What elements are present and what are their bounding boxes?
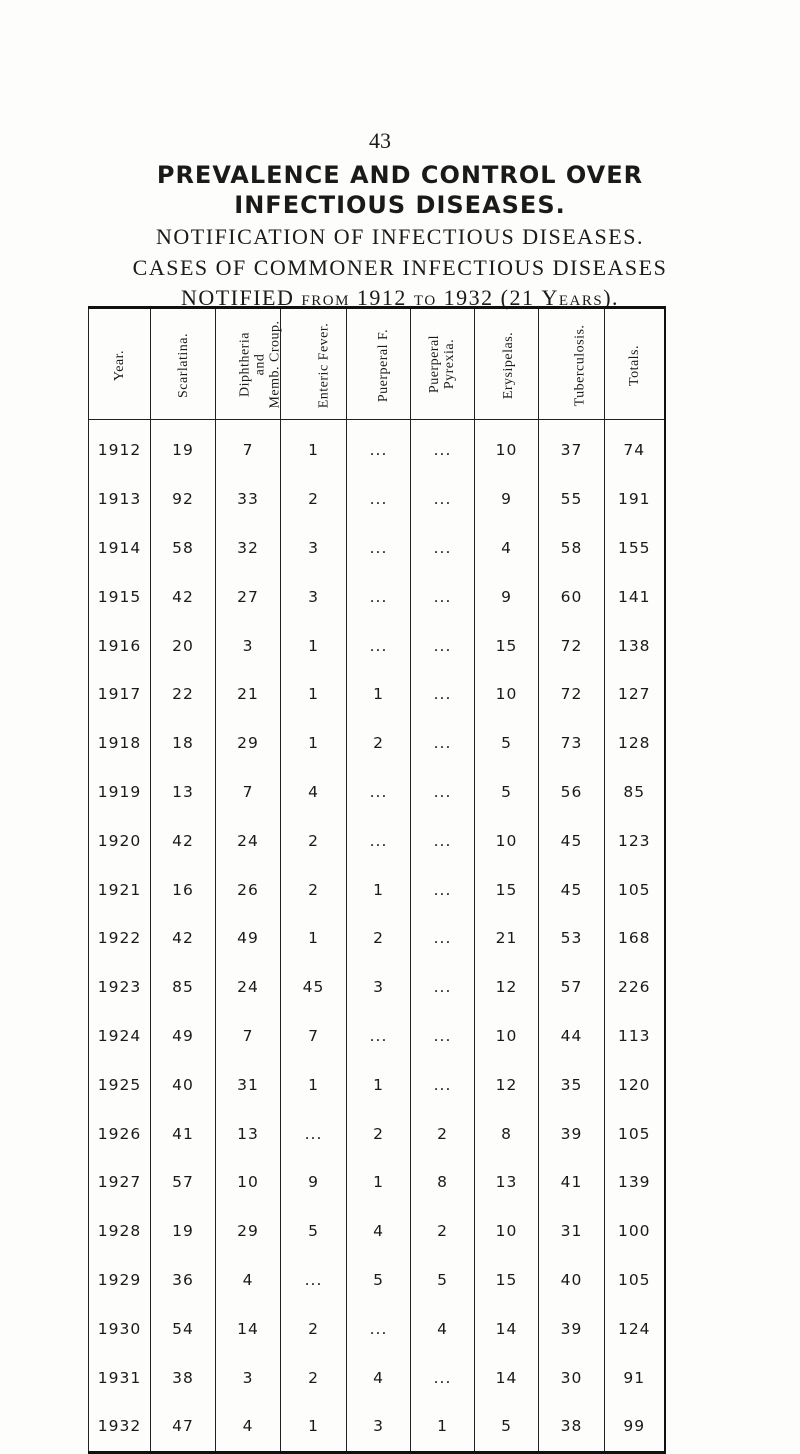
cell-diphtheria: 26 [216,865,281,914]
cell-puerperal-fever: 1 [347,670,411,719]
cell-year: 1931 [89,1353,151,1402]
cell-puerperal-fever: 3 [347,963,411,1012]
cell-scarlatina: 16 [151,865,216,914]
cell-year: 1920 [89,816,151,865]
cell-scarlatina: 18 [151,719,216,768]
cell-enteric-fever: 2 [281,475,347,524]
cell-diphtheria: 7 [216,420,281,475]
cell-year: 1928 [89,1207,151,1256]
cell-enteric-fever: 2 [281,1304,347,1353]
cell-tuberculosis: 41 [539,1158,605,1207]
cell-puerperal-fever: 4 [347,1353,411,1402]
cell-erysipelas: 10 [475,816,539,865]
cell-enteric-fever: ... [281,1256,347,1305]
cell-puerperal-pyrexia: ... [411,816,475,865]
cell-diphtheria: 13 [216,1109,281,1158]
table-row [89,1353,665,1402]
cell-diphtheria: 49 [216,914,281,963]
cell-year: 1925 [89,1060,151,1109]
cell-enteric-fever: 3 [281,572,347,621]
table-row [89,963,665,1012]
cell-totals: 127 [605,670,665,719]
cell-erysipelas: 10 [475,420,539,475]
cell-scarlatina: 42 [151,572,216,621]
cell-totals: 138 [605,621,665,670]
cell-scarlatina: 42 [151,914,216,963]
cell-puerperal-pyrexia: ... [411,719,475,768]
table-row [89,621,665,670]
caption-years: Years). [541,285,620,310]
cell-puerperal-fever: 1 [347,1158,411,1207]
cell-puerperal-pyrexia: ... [411,1353,475,1402]
cell-puerperal-pyrexia: ... [411,1012,475,1061]
cell-year: 1913 [89,475,151,524]
cell-puerperal-pyrexia: ... [411,621,475,670]
cell-enteric-fever: 1 [281,621,347,670]
cell-tuberculosis: 45 [539,816,605,865]
cell-tuberculosis: 72 [539,621,605,670]
table-row [89,1207,665,1256]
cell-puerperal-pyrexia: 2 [411,1109,475,1158]
cell-diphtheria: 33 [216,475,281,524]
cell-totals: 105 [605,1256,665,1305]
cell-totals: 141 [605,572,665,621]
cell-puerperal-fever: 2 [347,719,411,768]
cell-diphtheria: 24 [216,816,281,865]
cell-year: 1923 [89,963,151,1012]
table-row [89,865,665,914]
title-block [0,160,800,310]
cell-erysipelas: 15 [475,621,539,670]
cell-totals: 99 [605,1402,665,1452]
cell-puerperal-pyrexia: ... [411,865,475,914]
cell-puerperal-pyrexia: 8 [411,1158,475,1207]
cell-tuberculosis: 53 [539,914,605,963]
cell-scarlatina: 13 [151,768,216,817]
cell-diphtheria: 29 [216,1207,281,1256]
cell-puerperal-fever: 3 [347,1402,411,1452]
cell-tuberculosis: 38 [539,1402,605,1452]
cell-tuberculosis: 72 [539,670,605,719]
cell-erysipelas: 15 [475,1256,539,1305]
cell-puerperal-pyrexia: ... [411,524,475,573]
cell-erysipelas: 10 [475,670,539,719]
caption-end-year: 1932 (21 [443,285,535,310]
table-row [89,1109,665,1158]
header-totals: Totals. [605,308,665,420]
cell-tuberculosis: 35 [539,1060,605,1109]
cell-puerperal-fever: ... [347,1304,411,1353]
cell-totals: 105 [605,1109,665,1158]
cell-year: 1922 [89,914,151,963]
cell-scarlatina: 36 [151,1256,216,1305]
cell-erysipelas: 5 [475,768,539,817]
table-row [89,524,665,573]
cell-year: 1916 [89,621,151,670]
cell-tuberculosis: 39 [539,1304,605,1353]
cell-puerperal-fever: 5 [347,1256,411,1305]
cell-diphtheria: 24 [216,963,281,1012]
cell-year: 1912 [89,420,151,475]
cell-scarlatina: 92 [151,475,216,524]
header-enteric-fever: Enteric Fever. [281,308,347,420]
table-row [89,572,665,621]
cell-enteric-fever: 1 [281,1060,347,1109]
cell-tuberculosis: 44 [539,1012,605,1061]
cell-totals: 191 [605,475,665,524]
header-puerperal-fever: Puerperal F. [347,308,411,420]
cell-year: 1915 [89,572,151,621]
header-scarlatina: Scarlatina. [151,308,216,420]
cell-year: 1914 [89,524,151,573]
cell-tuberculosis: 37 [539,420,605,475]
cell-year: 1917 [89,670,151,719]
cell-totals: 85 [605,768,665,817]
cell-enteric-fever: 1 [281,1402,347,1452]
cell-year: 1919 [89,768,151,817]
cell-puerperal-fever: ... [347,621,411,670]
cell-enteric-fever: 45 [281,963,347,1012]
cell-erysipelas: 5 [475,1402,539,1452]
cell-tuberculosis: 31 [539,1207,605,1256]
cell-diphtheria: 4 [216,1402,281,1452]
cell-scarlatina: 19 [151,420,216,475]
cell-erysipelas: 10 [475,1012,539,1061]
header-erysipelas: Erysipelas. [475,308,539,420]
cell-erysipelas: 15 [475,865,539,914]
cell-puerperal-pyrexia: 4 [411,1304,475,1353]
cell-erysipelas: 9 [475,475,539,524]
cell-scarlatina: 58 [151,524,216,573]
caption-notified: NOTIFIED [180,285,295,310]
cell-totals: 105 [605,865,665,914]
cell-erysipelas: 12 [475,963,539,1012]
main-title-line-1: PREVALENCE AND CONTROL OVER [156,161,644,189]
cell-puerperal-fever: ... [347,768,411,817]
cell-year: 1930 [89,1304,151,1353]
table-row [89,914,665,963]
cell-puerperal-pyrexia: ... [411,1060,475,1109]
table-row [89,670,665,719]
cell-enteric-fever: 1 [281,420,347,475]
table-row [89,1304,665,1353]
cell-diphtheria: 29 [216,719,281,768]
cell-totals: 168 [605,914,665,963]
table-row [89,1402,665,1452]
cell-puerperal-fever: 2 [347,914,411,963]
cell-enteric-fever: ... [281,1109,347,1158]
cell-diphtheria: 14 [216,1304,281,1353]
cell-enteric-fever: 2 [281,816,347,865]
cell-erysipelas: 21 [475,914,539,963]
cell-tuberculosis: 40 [539,1256,605,1305]
cell-totals: 113 [605,1012,665,1061]
cell-puerperal-fever: ... [347,816,411,865]
cell-puerperal-pyrexia: ... [411,572,475,621]
cell-diphtheria: 7 [216,768,281,817]
cell-diphtheria: 21 [216,670,281,719]
cell-erysipelas: 9 [475,572,539,621]
cell-diphtheria: 3 [216,621,281,670]
caption-start-year: 1912 [356,285,407,310]
header-tuberculosis: Tuberculosis. [539,308,605,420]
cell-totals: 123 [605,816,665,865]
cell-enteric-fever: 2 [281,1353,347,1402]
cell-puerperal-fever: ... [347,572,411,621]
header-puerperal-pyrexia: Puerperal Pyrexia. [411,308,475,420]
table-row [89,475,665,524]
cell-enteric-fever: 4 [281,768,347,817]
cell-enteric-fever: 7 [281,1012,347,1061]
cell-scarlatina: 22 [151,670,216,719]
cell-erysipelas: 14 [475,1304,539,1353]
cell-totals: 120 [605,1060,665,1109]
cell-totals: 74 [605,420,665,475]
cell-scarlatina: 40 [151,1060,216,1109]
cell-puerperal-pyrexia: ... [411,475,475,524]
cell-erysipelas: 12 [475,1060,539,1109]
cell-totals: 91 [605,1353,665,1402]
cell-scarlatina: 57 [151,1158,216,1207]
cell-tuberculosis: 58 [539,524,605,573]
cell-scarlatina: 49 [151,1012,216,1061]
main-title-line-2: INFECTIOUS DISEASES. [234,191,566,219]
header-diphtheria: Diphtheria and Memb. Croup. [216,308,281,420]
table-row [89,816,665,865]
cell-year: 1927 [89,1158,151,1207]
cell-puerperal-pyrexia: ... [411,963,475,1012]
cell-year: 1918 [89,719,151,768]
cell-erysipelas: 14 [475,1353,539,1402]
cell-erysipelas: 8 [475,1109,539,1158]
table-body [89,420,665,1453]
cell-tuberculosis: 30 [539,1353,605,1402]
cell-year: 1924 [89,1012,151,1061]
cell-diphtheria: 31 [216,1060,281,1109]
cell-tuberculosis: 45 [539,865,605,914]
cell-puerperal-fever: 4 [347,1207,411,1256]
cell-puerperal-fever: ... [347,475,411,524]
cell-scarlatina: 20 [151,621,216,670]
cell-diphtheria: 10 [216,1158,281,1207]
cell-puerperal-fever: 2 [347,1109,411,1158]
page-number: 43 [369,128,391,153]
cell-tuberculosis: 60 [539,572,605,621]
cell-enteric-fever: 1 [281,719,347,768]
table-row [89,1158,665,1207]
cell-totals: 124 [605,1304,665,1353]
cell-year: 1926 [89,1109,151,1158]
header-year: Year. [89,308,151,420]
cell-scarlatina: 38 [151,1353,216,1402]
cell-erysipelas: 10 [475,1207,539,1256]
cell-tuberculosis: 39 [539,1109,605,1158]
cell-scarlatina: 19 [151,1207,216,1256]
cell-diphtheria: 4 [216,1256,281,1305]
cell-diphtheria: 3 [216,1353,281,1402]
cell-diphtheria: 32 [216,524,281,573]
cell-scarlatina: 41 [151,1109,216,1158]
cell-scarlatina: 54 [151,1304,216,1353]
cell-tuberculosis: 55 [539,475,605,524]
cell-enteric-fever: 5 [281,1207,347,1256]
cell-puerperal-fever: ... [347,524,411,573]
cell-enteric-fever: 1 [281,670,347,719]
cell-puerperal-pyrexia: ... [411,768,475,817]
cell-scarlatina: 47 [151,1402,216,1452]
cell-year: 1932 [89,1402,151,1452]
cell-puerperal-pyrexia: ... [411,914,475,963]
cell-totals: 128 [605,719,665,768]
cell-tuberculosis: 73 [539,719,605,768]
cell-diphtheria: 7 [216,1012,281,1061]
table-row [89,1256,665,1305]
cell-totals: 139 [605,1158,665,1207]
cell-puerperal-pyrexia: 1 [411,1402,475,1452]
cell-totals: 155 [605,524,665,573]
cell-erysipelas: 4 [475,524,539,573]
cell-enteric-fever: 1 [281,914,347,963]
cell-puerperal-pyrexia: 5 [411,1256,475,1305]
cell-erysipelas: 13 [475,1158,539,1207]
table-caption-line-1: CASES OF COMMONER INFECTIOUS DISEASES [132,255,668,280]
cell-puerperal-pyrexia: ... [411,420,475,475]
cell-puerperal-fever: ... [347,1012,411,1061]
cell-year: 1921 [89,865,151,914]
infectious-diseases-table [88,306,666,1454]
cell-puerperal-pyrexia: 2 [411,1207,475,1256]
cell-enteric-fever: 9 [281,1158,347,1207]
cell-erysipelas: 5 [475,719,539,768]
cell-enteric-fever: 3 [281,524,347,573]
cell-diphtheria: 27 [216,572,281,621]
subtitle: NOTIFICATION OF INFECTIOUS DISEASES. [156,224,644,249]
cell-year: 1929 [89,1256,151,1305]
cell-puerperal-fever: 1 [347,865,411,914]
table-row [89,1060,665,1109]
cell-totals: 226 [605,963,665,1012]
table-row [89,768,665,817]
cell-puerperal-fever: ... [347,420,411,475]
cell-scarlatina: 42 [151,816,216,865]
caption-to: to [413,285,437,310]
cell-puerperal-pyrexia: ... [411,670,475,719]
table-row [89,420,665,475]
cell-scarlatina: 85 [151,963,216,1012]
caption-from: from [301,285,350,310]
table-row [89,1012,665,1061]
cell-tuberculosis: 57 [539,963,605,1012]
cell-puerperal-fever: 1 [347,1060,411,1109]
cell-tuberculosis: 56 [539,768,605,817]
header-row [89,308,665,420]
table-row [89,719,665,768]
cell-enteric-fever: 2 [281,865,347,914]
cell-totals: 100 [605,1207,665,1256]
